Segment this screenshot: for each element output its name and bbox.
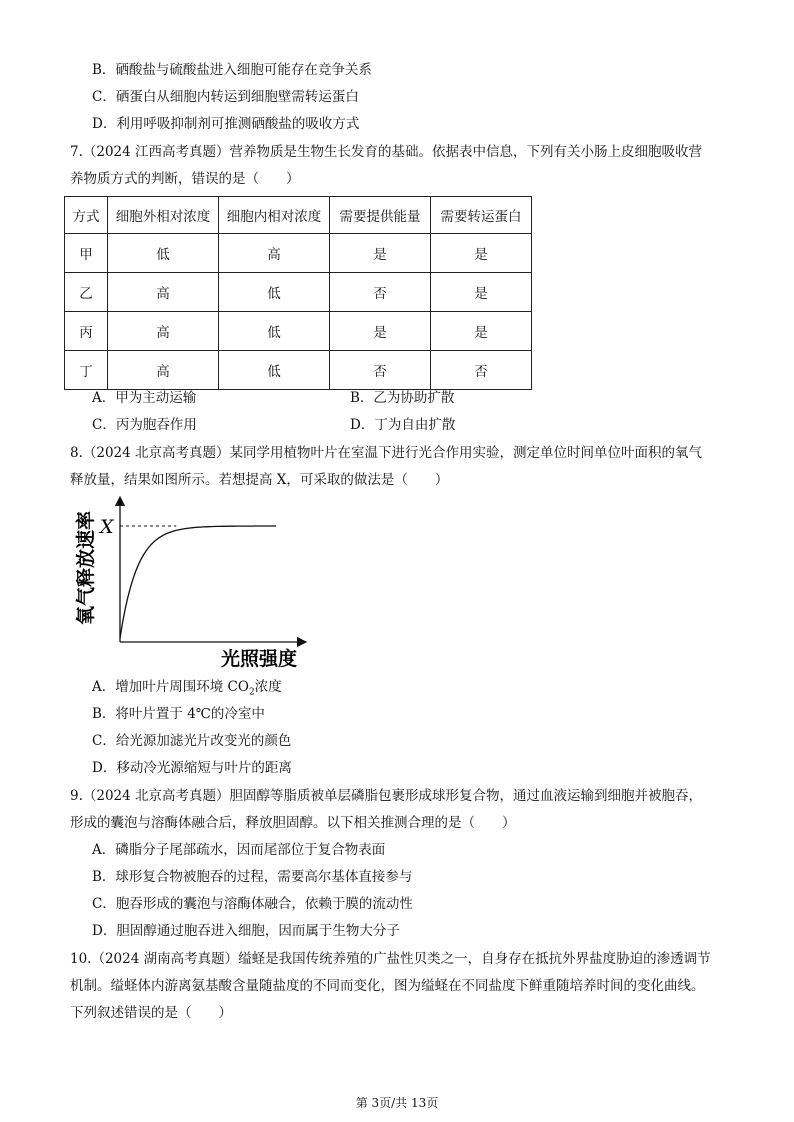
table-header-cell: 方式 [65,197,108,234]
x-axis-label: 光照强度 [221,648,298,670]
table-cell: 高 [108,312,219,351]
q10-stem-line1: 10.（2024 湖南高考真题）缢蛏是我国传统养殖的广盐性贝类之一，自身存在抵抗外界盐度胁迫的渗透调节 [70,951,711,967]
q8-option-a [92,678,282,702]
q9-option-a: A．磷脂分子尾部疏水，因而尾部位于复合物表面 [92,842,386,858]
q7-stem-line1: 7.（2024 江西高考真题）营养物质是生物生长发育的基础。依据表中信息，下列有关小肠上皮细胞吸收营 [70,144,703,160]
table-cell: 是 [431,234,532,273]
table-cell: 低 [219,312,330,351]
q9-stem-line1: 9.（2024 北京高考真题）胆固醇等脂质被单层磷脂包裹形成球形复合物，通过血液运输到细胞并被胞吞， [70,788,703,804]
table-cell: 甲 [65,234,108,273]
table-cell: 是 [431,312,532,351]
table-row [65,351,532,390]
table-header-row [65,197,532,234]
table-row [65,312,532,351]
q7-option-c: C．丙为胞吞作用 [92,417,197,433]
subscript-2: 2 [248,687,255,698]
q8-stem-line1: 8.（2024 北京高考真题）某同学用植物叶片在室温下进行光合作用实验，测定单位时间单位叶面积的氧气 [70,445,703,461]
table-cell: 否 [330,273,431,312]
q9-option-c: C．胞吞形成的囊泡与溶酶体融合，依赖于膜的流动性 [92,896,413,912]
page-footer: 第 3页/共 13页 [355,1096,439,1110]
q8-option-b: B．将叶片置于 4℃的冷室中 [92,706,265,722]
series-line [120,526,276,638]
table-cell: 乙 [65,273,108,312]
q8-option-a-text: A．增加叶片周围环境 CO [92,679,249,695]
q10-stem-line3: 下列叙述错误的是（ ） [70,1005,232,1021]
q7-stem-line2: 养物质方式的判断，错误的是（ ） [70,171,300,187]
q8-stem-line2: 释放量，结果如图所示。若想提高 X，可采取的做法是（ ） [70,472,449,488]
q9-option-b: B．球形复合物被胞吞的过程，需要高尔基体直接参与 [92,869,413,885]
table-cell: 否 [330,351,431,390]
q8-option-a-text-end: 浓度 [254,679,282,695]
table-cell: 低 [219,351,330,390]
q7-option-a: A．甲为主动运输 [92,390,197,406]
q8-oxygen-release-chart [66,495,316,670]
y-axis-label: 氧气释放速率 [75,510,97,625]
table-cell: 低 [219,273,330,312]
q10-stem-line2: 机制。缢蛏体内游离氨基酸含量随盐度的不同而变化，图为缢蛏在不同盐度下鲜重随培养时间的变化曲线。 [70,978,705,994]
q9-stem-line2: 形成的囊泡与溶酶体融合后，释放胆固醇。以下相关推测合理的是（ ） [70,815,516,831]
table-cell: 高 [108,273,219,312]
table-cell: 是 [330,234,431,273]
table-cell: 低 [108,234,219,273]
table-cell: 是 [431,273,532,312]
table-row [65,273,532,312]
q8-option-c: C．给光源加滤光片改变光的颜色 [92,733,292,749]
table-header-cell: 细胞内相对浓度 [219,197,330,234]
q7-option-d: D．丁为自由扩散 [350,417,456,433]
table-header-cell: 需要转运蛋白 [431,197,532,234]
q6-option-c: C．硒蛋白从细胞内转运到细胞壁需转运蛋白 [92,89,359,105]
table-header-cell: 需要提供能量 [330,197,431,234]
table-cell: 是 [330,312,431,351]
table-cell: 丙 [65,312,108,351]
table-cell: 丁 [65,351,108,390]
table-row [65,234,532,273]
table-cell: 高 [219,234,330,273]
q7-table [64,196,532,390]
q9-option-d: D．胆固醇通过胞吞进入细胞，因而属于生物大分子 [92,923,400,939]
q8-option-d: D．移动冷光源缩短与叶片的距离 [92,760,292,776]
q7-option-b: B．乙为协助扩散 [350,390,455,406]
q6-option-b: B．硒酸盐与硫酸盐进入细胞可能存在竞争关系 [92,62,372,78]
table-cell: 否 [431,351,532,390]
x-level-label: X [100,516,114,538]
q6-option-d: D．利用呼吸抑制剂可推测硒酸盐的吸收方式 [92,116,360,132]
table-cell: 高 [108,351,219,390]
table-header-cell: 细胞外相对浓度 [108,197,219,234]
